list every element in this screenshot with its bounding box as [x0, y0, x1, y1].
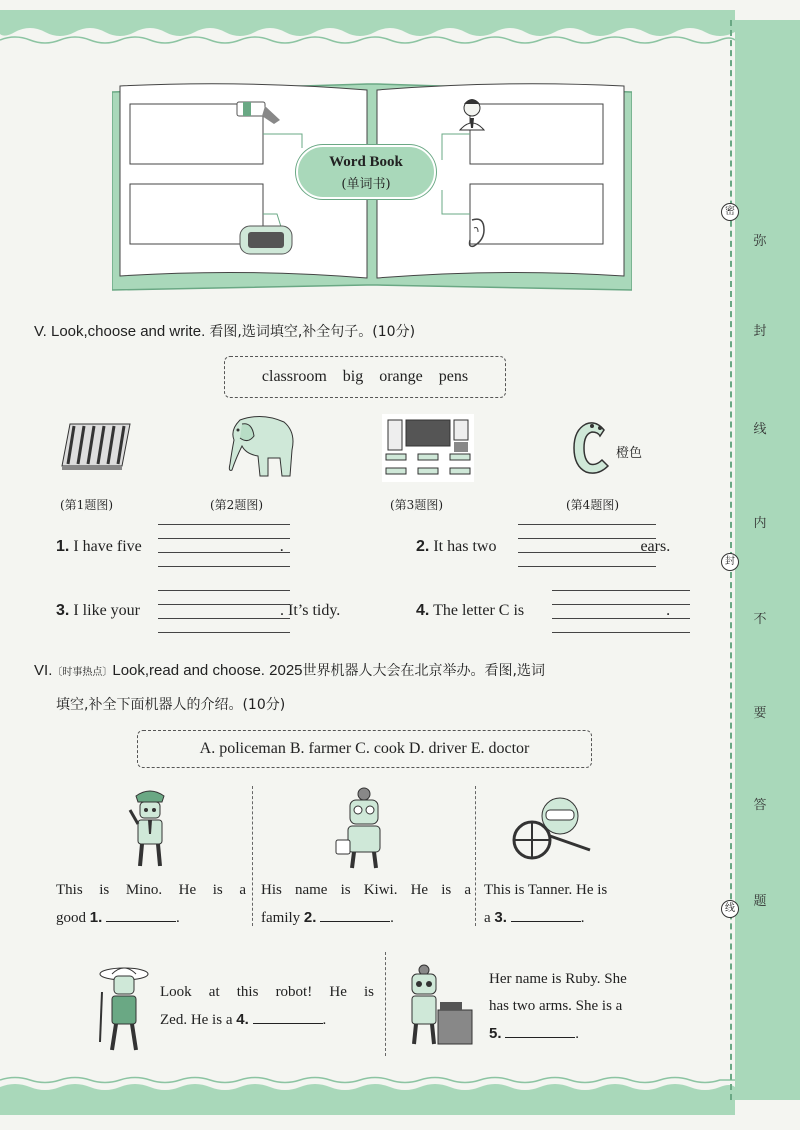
question-4-text: The letter C is: [433, 602, 525, 619]
question-1-text: I have five: [73, 538, 142, 555]
question-3: [56, 602, 340, 620]
letter-c-icon: [570, 416, 614, 478]
bottom-wave-border: [0, 1075, 735, 1115]
answer-blank-1[interactable]: [106, 910, 176, 922]
hot-topic-tag: 〔时事热点〕: [52, 667, 113, 678]
seal-char: 要: [753, 706, 767, 721]
robot-4-line2: Zed. He is a: [160, 1012, 233, 1028]
robot-5-line1b: has two arms. She is a: [489, 998, 623, 1014]
robot-5-text: [489, 966, 669, 1048]
answer-blank-5[interactable]: [505, 1026, 575, 1038]
answer-blank-2[interactable]: [320, 910, 390, 922]
robot-5-number: 5.: [489, 1025, 502, 1042]
robot-2-line1: His name is Kiwi. He is a: [261, 882, 471, 898]
seal-char: 题: [753, 894, 767, 909]
word-book-title: Word Book: [329, 154, 403, 170]
question-3-text: I like your: [73, 602, 140, 619]
robot-2-line2: family: [261, 910, 301, 926]
section-6-numeral: VI: [34, 662, 49, 679]
section-5-title-cn: 看图,选词填空,补全句子。(10分): [209, 324, 416, 340]
seal-mark: 密: [721, 203, 739, 221]
robot-1-line1: This is Mino. He is a: [56, 882, 246, 898]
robot-4-end: .: [322, 1012, 327, 1028]
robot-1-text: [56, 876, 246, 932]
police-robot-icon: [128, 786, 172, 872]
question-1-end: .: [279, 538, 284, 555]
column-divider: [252, 786, 253, 926]
picture-4-caption: (第4题图): [566, 498, 619, 512]
robot-1-end: .: [176, 910, 180, 926]
question-2-number: 2.: [416, 538, 430, 555]
answer-blank-3[interactable]: [511, 910, 581, 922]
seal-mark: 线: [721, 900, 739, 918]
question-1-number: 1.: [56, 538, 70, 555]
options-box: A. policeman B. farmer C. cook D. driver E. doctor: [137, 730, 592, 768]
robot-3-end: .: [580, 910, 585, 926]
answer-blank-4[interactable]: [253, 1012, 323, 1024]
picture-1-caption: (第1题图): [60, 498, 113, 512]
doctor-robot-icon: [334, 786, 392, 872]
robot-2-text: [261, 876, 471, 932]
question-3-end: . It’s tidy.: [280, 602, 341, 619]
orange-color-label: 橙色: [616, 446, 643, 461]
question-2: [416, 538, 670, 556]
section-6-title-cn: 世界机器人大会在北京举办。看图,选词: [302, 663, 545, 679]
robot-1-number: 1.: [89, 909, 103, 926]
column-divider: [475, 786, 476, 926]
robot-3-number: 3.: [494, 909, 507, 926]
cook-robot-icon: [404, 962, 476, 1048]
picture-3-caption: (第3题图): [390, 498, 443, 512]
question-4-number: 4.: [416, 602, 430, 619]
question-3-number: 3.: [56, 602, 70, 619]
seal-char: 答: [753, 798, 767, 813]
robot-2-end: .: [390, 910, 394, 926]
classroom-icon: [380, 412, 476, 484]
farmer-robot-icon: [96, 962, 152, 1054]
seal-char: 封: [753, 324, 767, 339]
robot-2-number: 2.: [303, 909, 317, 926]
question-4-end: .: [666, 602, 671, 619]
word-book-badge: [296, 145, 436, 199]
robot-5-end: .: [575, 1026, 580, 1042]
top-wave-border: [0, 10, 735, 50]
section-5-title: . Look,choose and write.: [42, 323, 210, 340]
robot-4-text: [160, 978, 374, 1034]
word-book-subtitle: (单词书): [341, 177, 391, 192]
eraser-icon: [240, 226, 292, 254]
question-2-text: It has two: [433, 538, 497, 555]
question-4: [416, 602, 670, 620]
robot-1-line2: good: [56, 910, 86, 926]
robot-3-line1: This is Tanner. He is: [484, 882, 608, 898]
robot-3-text: [484, 876, 644, 932]
picture-2-caption: (第2题图): [210, 498, 263, 512]
section-6-title-cn-2: 填空,补全下面机器人的介绍。(10分): [56, 697, 286, 713]
elephant-icon: [212, 410, 298, 482]
word-bank-box: classroom big orange pens: [224, 356, 506, 398]
pens-icon: [60, 420, 132, 472]
question-1: [56, 538, 284, 556]
driver-robot-icon: [510, 790, 594, 862]
section-6-heading-line2: [56, 694, 285, 714]
seal-line-notice: [748, 230, 772, 930]
question-2-end: ears.: [640, 538, 671, 555]
robot-5-line1: Her name is Ruby. She: [489, 971, 627, 987]
section-6-heading: VI.〔时事热点〕Look,read and choose. 2025世界机器人大会在北京举办。看图,选词: [34, 662, 545, 679]
column-divider: [385, 952, 386, 1056]
section-6-title: Look,read and choose. 2025: [112, 662, 303, 679]
robot-3-line2: a: [484, 910, 491, 926]
section-5-heading: [34, 321, 415, 341]
robot-4-number: 4.: [236, 1011, 249, 1028]
seal-char: 不: [753, 612, 767, 627]
seal-char: 线: [753, 422, 767, 437]
robot-4-line1: Look at this robot! He is: [160, 984, 374, 1000]
seal-char: 弥: [753, 234, 767, 249]
section-5-numeral: V: [34, 323, 43, 340]
seal-char: 内: [753, 516, 767, 531]
seal-mark: 封: [721, 553, 739, 571]
